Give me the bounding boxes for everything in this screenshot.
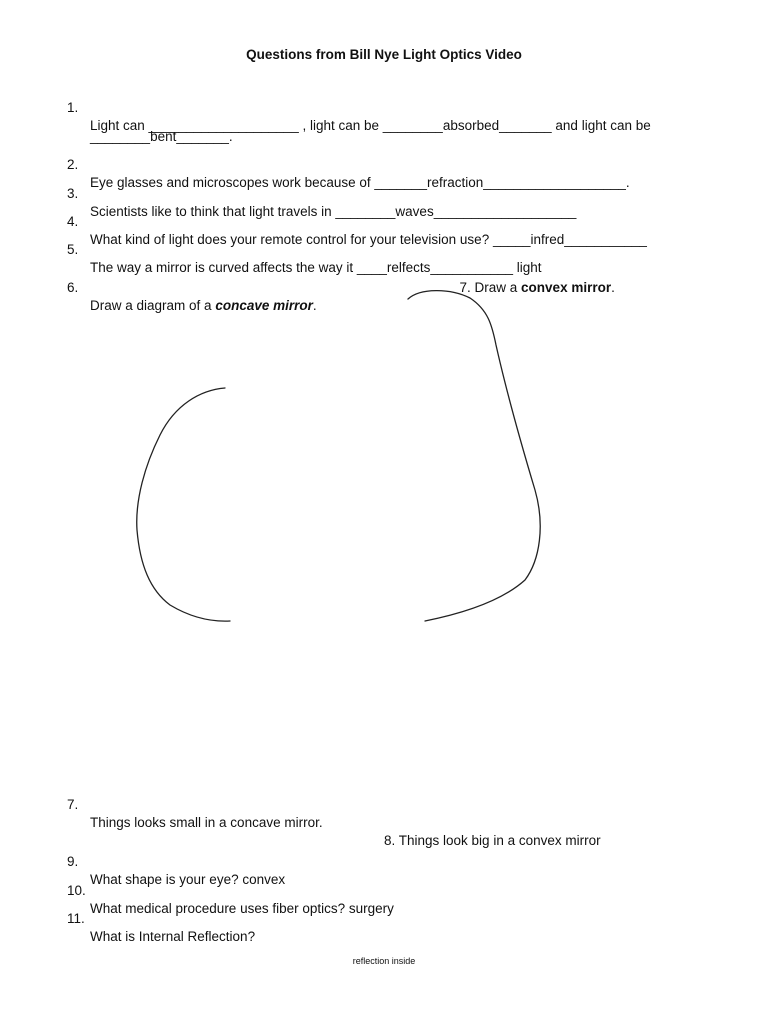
question-text: What medical procedure uses fiber optics? surgery — [90, 901, 394, 916]
question-number: 3. — [67, 186, 79, 201]
concave-answer: Things looks small in a concave mirror. — [90, 815, 323, 830]
q7-prefix: 7. Draw a — [459, 280, 522, 295]
q6-prefix: Draw a diagram of a — [90, 298, 216, 313]
question-text: What is Internal Reflection? — [90, 929, 256, 944]
question-text: What kind of light does your remote control for your television use? _____infred___________ — [90, 232, 647, 247]
question-text: ________bent_______. — [90, 129, 233, 144]
q7-emphasis: convex mirror — [521, 280, 612, 295]
q6-emphasis: concave mirror — [215, 298, 313, 313]
question-number: 4. — [67, 214, 79, 229]
convex-mirror-drawing — [408, 291, 540, 621]
page-title: Questions from Bill Nye Light Optics Video — [246, 47, 522, 62]
q6-suffix: . — [312, 298, 317, 313]
question-number: 1. — [67, 100, 79, 115]
question-number: 6. — [67, 280, 79, 295]
concave-mirror-drawing — [137, 388, 230, 621]
question-number: 5. — [67, 242, 79, 257]
question-text: The way a mirror is curved affects the way it ____relfects___________ light — [90, 260, 542, 275]
q7-suffix: . — [611, 280, 615, 295]
question-text: Eye glasses and microscopes work because of _______refraction___________________. — [90, 175, 630, 190]
convex-answer: 8. Things look big in a convex mirror — [384, 833, 601, 848]
question-number: 9. — [67, 854, 79, 869]
question-number: 10. — [67, 883, 86, 898]
question-text: What shape is your eye? convex — [90, 872, 286, 887]
question-number: 11. — [67, 911, 85, 926]
question-text: Light can ____________________ , light can be ________absorbed_______ and light can be — [90, 118, 651, 133]
question-number: 7. — [67, 797, 79, 812]
question-text: Scientists like to think that light travels in ________waves___________________ — [90, 204, 577, 219]
question-number: 2. — [67, 157, 79, 172]
footer-answer: reflection inside — [352, 956, 416, 966]
